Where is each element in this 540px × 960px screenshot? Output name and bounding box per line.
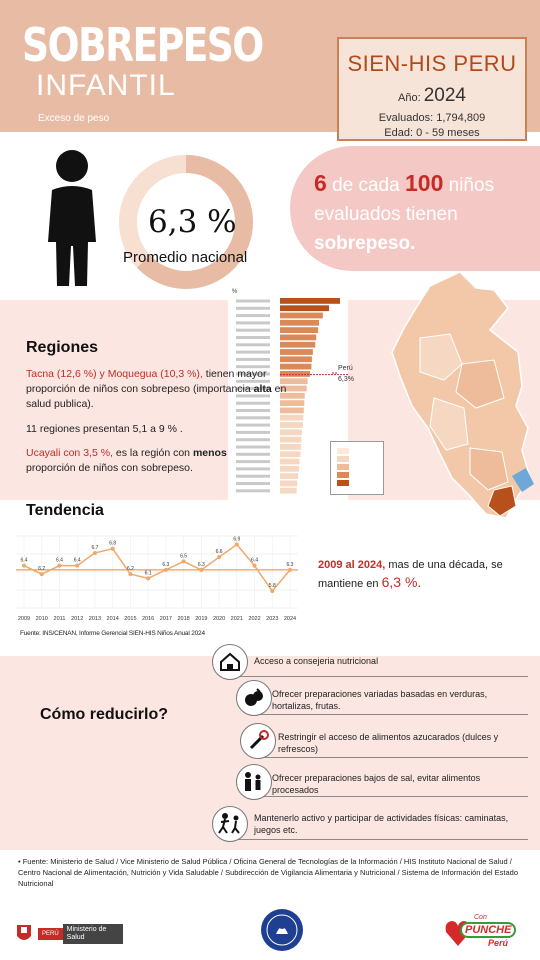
trend-data-label: 6.8 (109, 540, 117, 547)
peru-label: Perú (338, 365, 353, 372)
highlight-line2: evaluados tienen (314, 204, 458, 225)
bar (280, 459, 300, 465)
trend-x-label: 2013 (88, 616, 102, 622)
trend-line-chart (16, 524, 298, 628)
ministry-name: Ministerio de Salud (63, 924, 123, 944)
bar (280, 356, 312, 362)
info-age: Edad: 0 - 59 meses (384, 127, 480, 139)
page-title: SOBREPESO (22, 18, 263, 72)
trend-x-label: 2010 (35, 616, 48, 622)
coat-of-arms-icon (14, 922, 34, 946)
trend-point (253, 564, 257, 568)
trend-data-label: 6.7 (91, 544, 99, 551)
trend-data-label: 5.8 (268, 583, 276, 590)
bar-category-placeholder (236, 489, 270, 492)
house-icon (212, 644, 248, 680)
trend-text (318, 557, 523, 593)
trend-data-label: 6.4 (251, 557, 259, 564)
bar (280, 473, 298, 479)
regions-paragraph-low (26, 446, 256, 476)
step-3-text: Restringir el acceso de alimentos azucarados (dulces y refrescos) (278, 732, 499, 754)
trend-value: 6,3 %. (381, 574, 422, 590)
bar (280, 342, 315, 348)
trend-x-label: 2011 (53, 616, 66, 622)
trend-data-label: 6.2 (38, 566, 46, 573)
trend-point (128, 572, 132, 576)
trend-point (40, 572, 44, 576)
trend-data-label: 6.4 (20, 557, 28, 564)
trend-x-label: 2012 (71, 616, 84, 622)
highlight-line3: sobrepeso. (314, 233, 416, 254)
trend-title: Tendencia (26, 502, 104, 519)
trend-point (182, 559, 186, 563)
bar-category-placeholder (236, 307, 270, 310)
trend-data-label: 6.6 (215, 549, 223, 556)
regions-high-text-b: en salud publica). (26, 383, 287, 410)
bar-category-placeholder (236, 351, 270, 354)
legend-swatch (337, 480, 349, 486)
trend-point (57, 564, 61, 568)
bar-category-placeholder (236, 358, 270, 361)
footer-source: • Fuente: Ministerio de Salud / Vice Ministerio de Salud Pública / Oficina General de Tecnologías de la Información / HIS Instituto Nacional de Salud / Centro Nacional de Alimentación, Nutrición y Vida Saludable / Subdirección de Vigilancia Alimentaria y Nutricional / Sistema de Información del Estado Nutricional (18, 857, 518, 888)
bar (280, 327, 318, 333)
bar-category-placeholder (236, 336, 270, 339)
highlight-mid: de cada (332, 175, 400, 196)
trend-data-label: 6.5 (180, 553, 188, 560)
legend-swatch (337, 448, 349, 454)
campaign-text-a: Con (474, 914, 487, 921)
trend-point (217, 555, 221, 559)
trend-data-label: 6.3 (286, 561, 294, 568)
info-evaluated: Evaluados: 1,794,809 (378, 112, 486, 124)
legend-swatch (337, 456, 349, 462)
bar-category-placeholder (236, 343, 270, 346)
sweets-icon (240, 723, 276, 759)
trend-point (270, 589, 274, 593)
trend-x-label: 2020 (212, 616, 226, 622)
bar-category-placeholder (236, 321, 270, 324)
trend-x-label: 2019 (195, 616, 208, 622)
bar (280, 481, 297, 487)
trend-point (22, 564, 26, 568)
regions-high-bold: alta (253, 383, 272, 395)
trend-point (235, 542, 239, 546)
page-description: Exceso de peso (38, 113, 110, 124)
trend-period: 2009 al 2024, (318, 559, 386, 571)
trend-x-label: 2022 (248, 616, 261, 622)
bar-category-placeholder (236, 482, 270, 485)
regions-low-name: Ucayali con 3,5 %, (26, 447, 113, 459)
bar (280, 335, 316, 341)
trend-x-label: 2018 (177, 616, 190, 622)
trend-source: Fuente: INS/CENAN, Informe Gerencial SIEN-HIS Niños Anual 2024 (20, 630, 205, 637)
regions-low-text-a: es la región con (115, 447, 191, 459)
trend-data-label: 6.9 (233, 536, 241, 543)
campaign-text-b: PUNCHE (460, 922, 516, 938)
bar (280, 349, 313, 355)
step-4-text: Ofrecer preparaciones bajos de sal, evitar alimentos procesados (272, 773, 481, 795)
trend-description: mas de una década, se mantiene en (318, 559, 503, 590)
campaign-logo (444, 914, 524, 950)
bar (280, 313, 323, 319)
map-legend (330, 441, 384, 495)
bar-category-placeholder (236, 329, 270, 332)
family-icon (236, 764, 272, 800)
trend-x-label: 2009 (17, 616, 31, 622)
peru-reference-callout (332, 362, 392, 388)
regions-paragraph-mid: 11 regiones presentan 5,1 a 9 % . (26, 423, 183, 435)
bar-category-placeholder (236, 314, 270, 317)
info-title: SIEN-HIS PERU (347, 51, 517, 76)
vegetables-icon (236, 680, 272, 716)
trend-x-label: 2017 (159, 616, 172, 622)
activity-icon (212, 806, 248, 842)
bar (280, 320, 319, 326)
regions-low-text-b: proporción de niños con sobrepeso. (26, 462, 193, 474)
howto-title: Cómo reducirlo? (40, 706, 169, 723)
trend-data-label: 6.2 (126, 566, 134, 573)
trend-data-label: 6.1 (144, 570, 152, 577)
legend-swatch (337, 464, 349, 470)
step-2-text: Ofrecer preparaciones variadas basadas en verduras, hortalizas, frutas. (272, 689, 488, 711)
trend-x-label: 2023 (266, 616, 279, 622)
highlight-num1: 6 (314, 170, 327, 196)
trend-point (111, 547, 115, 551)
trend-x-label: 2024 (283, 616, 297, 622)
page-subtitle: INFANTIL (36, 69, 176, 102)
trend-point (146, 576, 150, 580)
bar (280, 415, 303, 421)
bar-category-placeholder (236, 300, 270, 303)
step-5-text: Mantenerlo activo y participar de actividades físicas: caminatas, juegos etc. (254, 813, 509, 835)
bar-category-placeholder (236, 438, 270, 441)
highlight-text (314, 169, 534, 258)
stat-value: 6,3 % (148, 204, 237, 240)
trend-point (93, 551, 97, 555)
bar (280, 444, 301, 450)
ministry-logo (14, 922, 123, 946)
info-year (339, 85, 525, 107)
stat-label: Promedio nacional (123, 249, 248, 266)
trend-data-label: 6.4 (55, 557, 63, 564)
legend-swatch (337, 472, 349, 478)
bar (280, 488, 297, 494)
trend-x-label: 2021 (230, 616, 243, 622)
peru-map (390, 268, 540, 528)
child-silhouette-icon (44, 146, 100, 290)
trend-x-label: 2014 (106, 616, 119, 622)
year-value: 2024 (423, 85, 466, 106)
institution-seal-logo (260, 908, 304, 952)
trend-point (164, 568, 168, 572)
highlight-end: niños (448, 175, 495, 196)
peru-value: 6,3% (338, 376, 354, 383)
regions-high-names: Tacna (12,6 %) y Moquegua (10,3 %), (26, 368, 203, 380)
regions-high-text-a: tienen mayor proporción de niños con sobrepeso (importancia (26, 368, 267, 395)
trend-x-label: 2016 (142, 616, 155, 622)
bar (280, 466, 299, 472)
regions-paragraph-high (26, 367, 291, 412)
regions-title: Regiones (26, 339, 99, 356)
trend-point (288, 568, 292, 572)
bar-category-placeholder (236, 416, 270, 419)
trend-x-label: 2015 (124, 616, 137, 622)
info-box (337, 37, 527, 141)
bar (280, 305, 329, 311)
trend-data-label: 6.3 (197, 561, 205, 568)
bar (280, 451, 300, 457)
trend-data-label: 6.4 (73, 557, 81, 564)
chart-unit-label: % (232, 289, 238, 295)
trend-data-label: 6.3 (162, 561, 170, 568)
highlight-num2: 100 (404, 170, 444, 196)
trend-point (75, 564, 79, 568)
trend-series-line (24, 544, 290, 591)
regions-low-bold: menos (192, 447, 227, 459)
step-1-text: Acceso a consejeria nutricional (254, 656, 379, 666)
ministry-country: PERÚ (38, 928, 63, 940)
year-label: Año: (398, 92, 421, 104)
trend-point (199, 568, 203, 572)
bar (280, 298, 340, 304)
campaign-text-c: Perú (488, 938, 509, 948)
bar (280, 437, 301, 443)
